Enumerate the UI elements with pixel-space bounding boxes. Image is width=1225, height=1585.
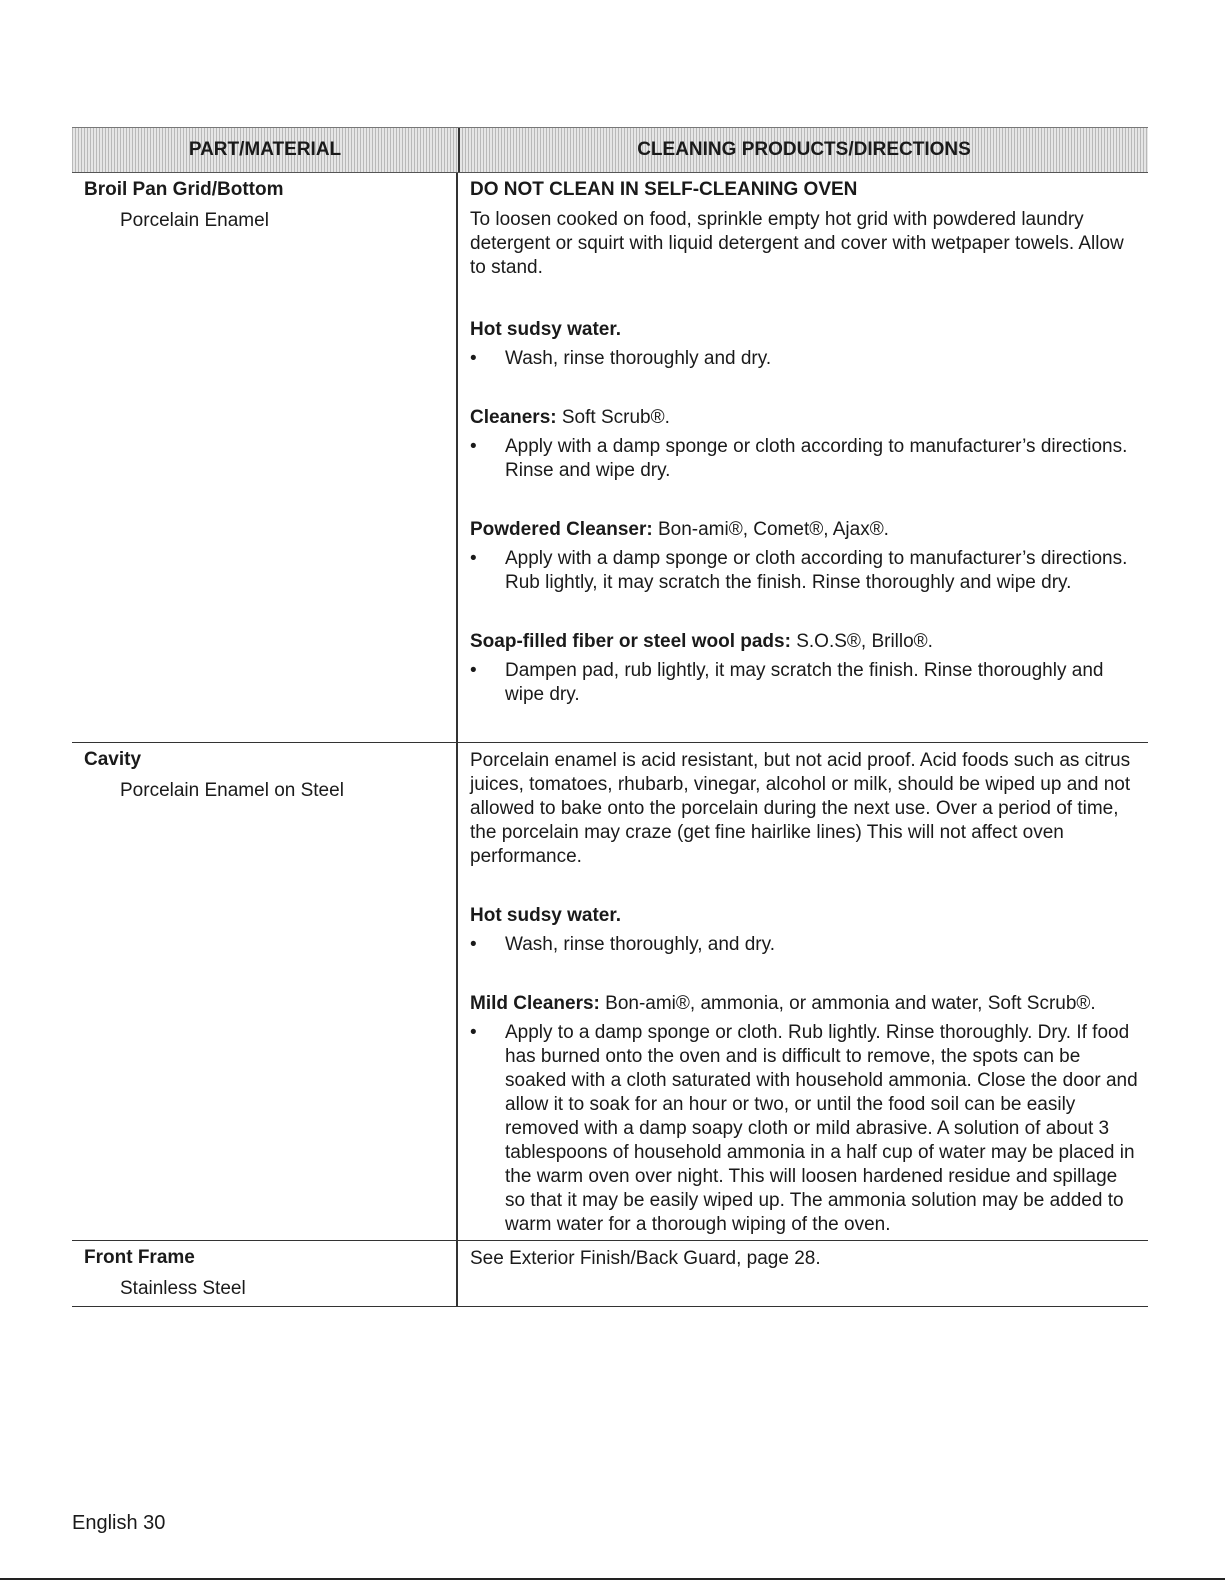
header-cleaning-products: CLEANING PRODUCTS/DIRECTIONS — [637, 139, 971, 160]
instruction-text: Dampen pad, rub lightly, it may scratch the finish. Rinse thoroughly and wipe dry. — [505, 660, 1104, 705]
part-cell — [72, 743, 458, 1240]
instruction-text: Wash, rinse thoroughly and dry. — [505, 348, 772, 369]
intro-text: Porcelain enamel is acid resistant, but not acid proof. Acid foods such as citrus juices, tomatoes, rhubarb, vinegar, alcohol or milk, should be wiped up and not allowed to bake onto the porcelain during the next use. Over a period of time, the porcelain may craze (get fine hairlike lines) This will not affect oven performance. — [470, 750, 1131, 867]
warning-text: DO NOT CLEAN IN SELF-CLEANING OVEN — [470, 179, 858, 200]
cleaner-label: Cleaners: — [470, 407, 557, 428]
cleaner-products: Bon-ami®, ammonia, or ammonia and water, Soft Scrub®. — [599, 993, 1096, 1014]
cleaner-products: Bon-ami®, Comet®, Ajax®. — [652, 519, 889, 540]
bullet-icon: • — [470, 934, 477, 955]
cleaner-label: Powdered Cleanser: — [470, 519, 653, 540]
list-item — [470, 347, 1138, 371]
instruction-text: Apply to a damp sponge or cloth. Rub lightly. Rinse thoroughly. Dry. If food has burned onto the oven and is difficult to remove, the spots can be soaked with a cloth saturated with household ammonia. Close the door and allow it to soak for an hour or two, or until the food soil can be easily removed with a damp soapy cloth or mild abrasive. A solution of about 3 tablespoons of household ammonia in a half cup of water may be placed in the warm oven over night. This will loosen hardened residue and spillage so that it may be easily wiped up. The ammonia solution may be added to warm water for a thorough wiping of the oven. — [505, 1022, 1138, 1235]
header-part-material: PART/MATERIAL — [188, 139, 342, 160]
intro-text: See Exterior Finish/Back Guard, page 28. — [470, 1248, 821, 1269]
bullet-icon: • — [470, 660, 477, 681]
cleaning-block — [470, 519, 1138, 595]
cleaner-label: Mild Cleaners: — [470, 993, 600, 1014]
directions-cell — [458, 743, 1148, 1240]
table-row-cavity — [72, 743, 1148, 1241]
cleaning-table — [72, 127, 1148, 1307]
directions-cell — [458, 173, 1148, 742]
cleaning-block — [470, 905, 1138, 957]
table-header — [72, 127, 1148, 173]
bullet-icon: • — [470, 548, 477, 569]
list-item — [470, 1021, 1138, 1237]
material-name: Stainless Steel — [120, 1278, 246, 1299]
part-cell — [72, 173, 458, 742]
list-item — [470, 547, 1138, 595]
page-footer: English 30 — [72, 1512, 166, 1534]
table-row-broil-pan — [72, 173, 1148, 743]
list-item — [470, 659, 1138, 707]
material-name: Porcelain Enamel — [120, 210, 269, 231]
cleaning-block — [470, 319, 1138, 371]
cleaning-block — [470, 993, 1138, 1237]
instruction-text: Apply with a damp sponge or cloth according to manufacturer’s directions. Rub lightly, it may scratch the finish. Rinse thoroughly and wipe dry. — [505, 548, 1128, 593]
cleaner-products: S.O.S®, Brillo®. — [790, 631, 933, 652]
part-name: Cavity — [84, 749, 142, 770]
part-cell — [72, 1241, 458, 1306]
page-bottom-rule — [0, 1578, 1225, 1580]
cleaning-block — [470, 631, 1138, 707]
cleaner-products: Soft Scrub®. — [556, 407, 670, 428]
list-item — [470, 933, 1138, 957]
bullet-icon: • — [470, 1022, 477, 1043]
material-name: Porcelain Enamel on Steel — [120, 780, 344, 801]
directions-cell — [458, 1241, 1148, 1306]
part-name: Broil Pan Grid/Bottom — [84, 179, 284, 200]
instruction-text: Wash, rinse thoroughly, and dry. — [505, 934, 775, 955]
list-item — [470, 435, 1138, 483]
bullet-icon: • — [470, 436, 477, 457]
part-name: Front Frame — [84, 1247, 195, 1268]
intro-text: To loosen cooked on food, sprinkle empty hot grid with powdered laundry detergent or squirt with liquid detergent and cover with wetpaper towels. Allow to stand. — [470, 209, 1124, 278]
table-row-front-frame — [72, 1241, 1148, 1307]
cleaner-label: Soap-filled fiber or steel wool pads: — [470, 631, 791, 652]
cleaner-label: Hot sudsy water. — [470, 905, 621, 926]
cleaner-label: Hot sudsy water. — [470, 319, 621, 340]
instruction-text: Apply with a damp sponge or cloth according to manufacturer’s directions. Rinse and wipe dry. — [505, 436, 1128, 481]
cleaning-block — [470, 407, 1138, 483]
bullet-icon: • — [470, 348, 477, 369]
